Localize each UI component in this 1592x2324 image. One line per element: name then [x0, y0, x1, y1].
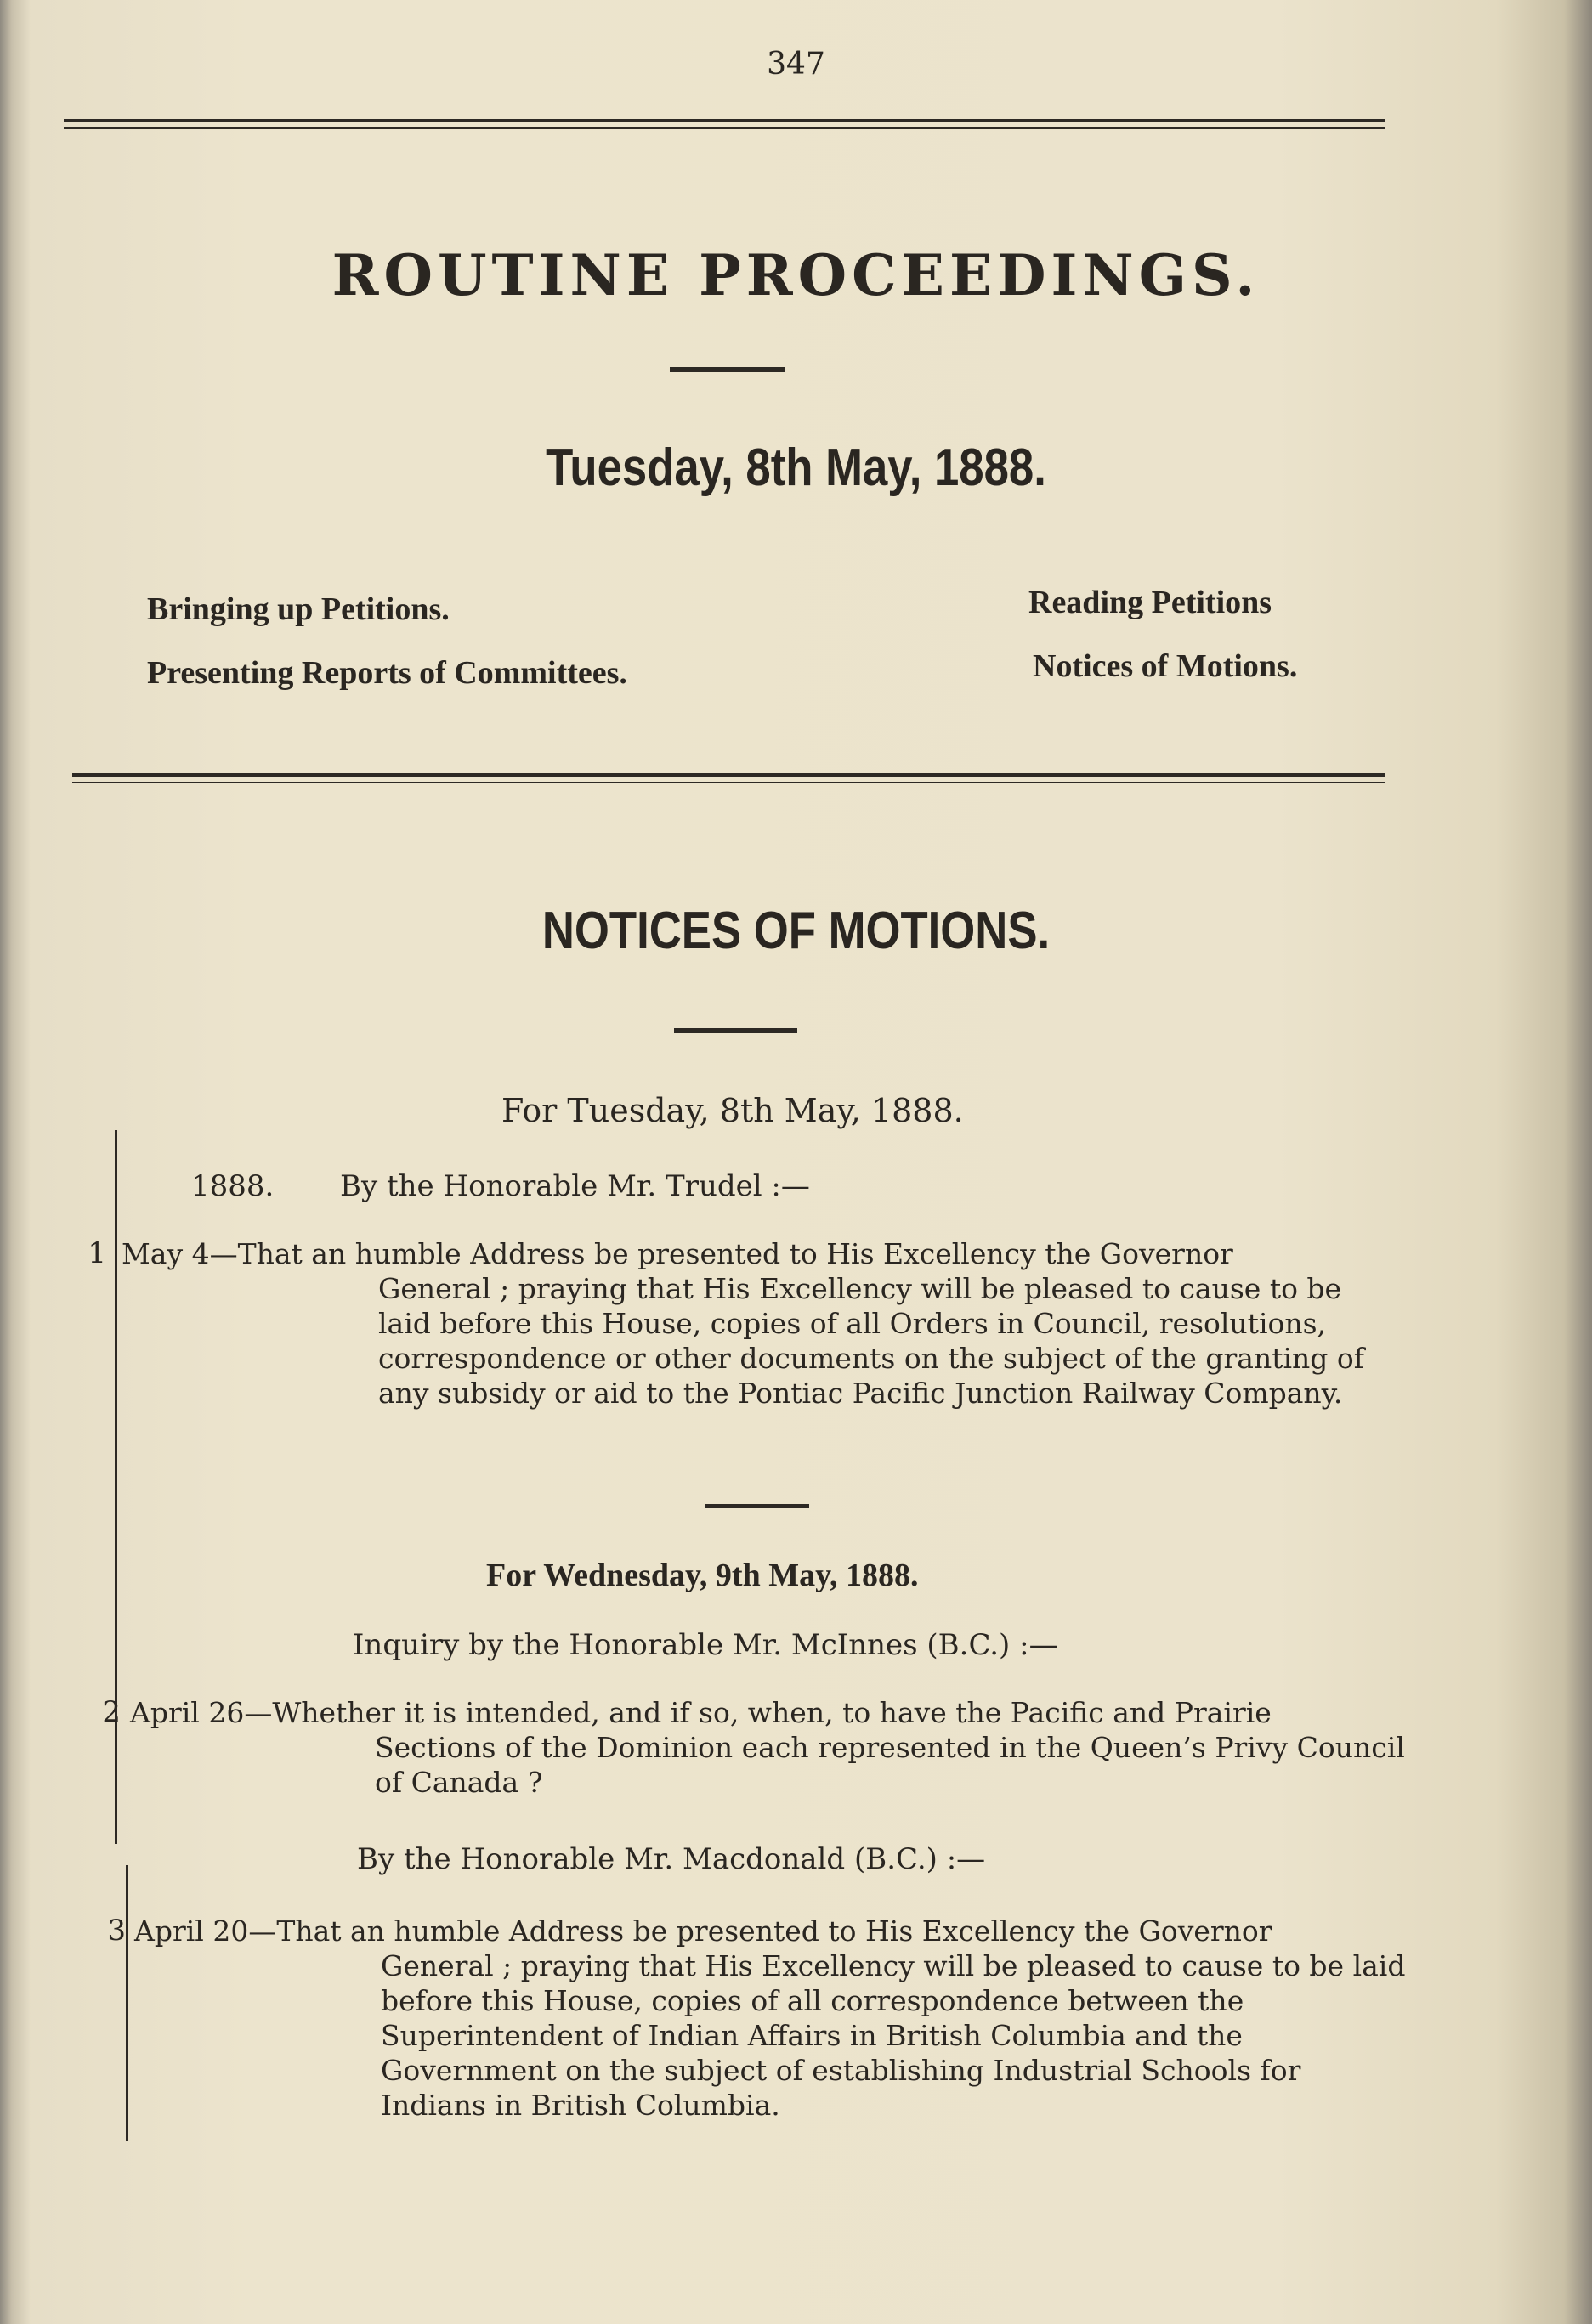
proceedings-date: Tuesday, 8th May, 1888. [546, 438, 1046, 497]
day1-year: 1888. [191, 1169, 275, 1203]
section-divider [674, 1028, 797, 1033]
day-divider [705, 1504, 809, 1508]
motion-number: 1 [88, 1236, 106, 1270]
day2-heading: For Wednesday, 9th May, 1888. [486, 1558, 919, 1593]
routine-item-petitions: Bringing up Petitions. [147, 591, 450, 627]
mid-double-rule [72, 773, 1385, 777]
motion-2 [130, 1695, 1405, 1800]
routine-item-reading-petitions: Reading Petitions [1028, 585, 1272, 620]
title-divider [670, 367, 785, 372]
motion-3 [134, 1914, 1409, 2123]
motion-1-body: General ; praying that His Excellency will be pleased to cause to be laid before this House, copies of all Orders in Council, resolutions, correspondence or other documents on the subject of the granting of any subsidy or aid to the Pontiac Pacific Junction Railway Company. [378, 1272, 1364, 1410]
motion-number: 3 [107, 1914, 126, 1948]
day2-by: By the Honorable Mr. Macdonald (B.C.) :— [357, 1842, 986, 1876]
motion-2-first-line: April 26—Whether it is intended, and if so, when, to have the Pacific and Prairie [130, 1696, 1272, 1729]
margin-bar [115, 1130, 117, 1844]
motion-2-body: Sections of the Dominion each represented in the Queen’s Privy Council of Canada ? [375, 1731, 1405, 1799]
page-number: 347 [767, 47, 825, 82]
day2-inquiry-by: Inquiry by the Honorable Mr. McInnes (B.C.) :— [353, 1628, 1058, 1662]
margin-bar [126, 1865, 128, 2141]
motion-number: 2 [102, 1695, 121, 1729]
top-double-rule [64, 119, 1385, 122]
motion-1-first-line: May 4—That an humble Address be presented to His Excellency the Governor [122, 1237, 1233, 1270]
section-title: NOTICES OF MOTIONS. [541, 902, 1051, 960]
motion-3-body: General ; praying that His Excellency will be pleased to cause to be laid before this House, copies of all correspondence between the Superintendent of Indian Affairs in British Columbia and the Government on the subject of establishing Industrial Schools for Indians in British Columbia. [381, 1949, 1406, 2122]
routine-item-notices: Notices of Motions. [1033, 648, 1298, 684]
day1-by: By the Honorable Mr. Trudel :— [340, 1169, 810, 1203]
motion-3-first-line: April 20—That an humble Address be presented to His Excellency the Governor [134, 1914, 1272, 1948]
page-title: ROUTINE PROCEEDINGS. [331, 242, 1261, 308]
motion-1 [122, 1236, 1397, 1411]
routine-item-reports: Presenting Reports of Committees. [147, 655, 627, 691]
day1-heading: For Tuesday, 8th May, 1888. [501, 1092, 964, 1129]
